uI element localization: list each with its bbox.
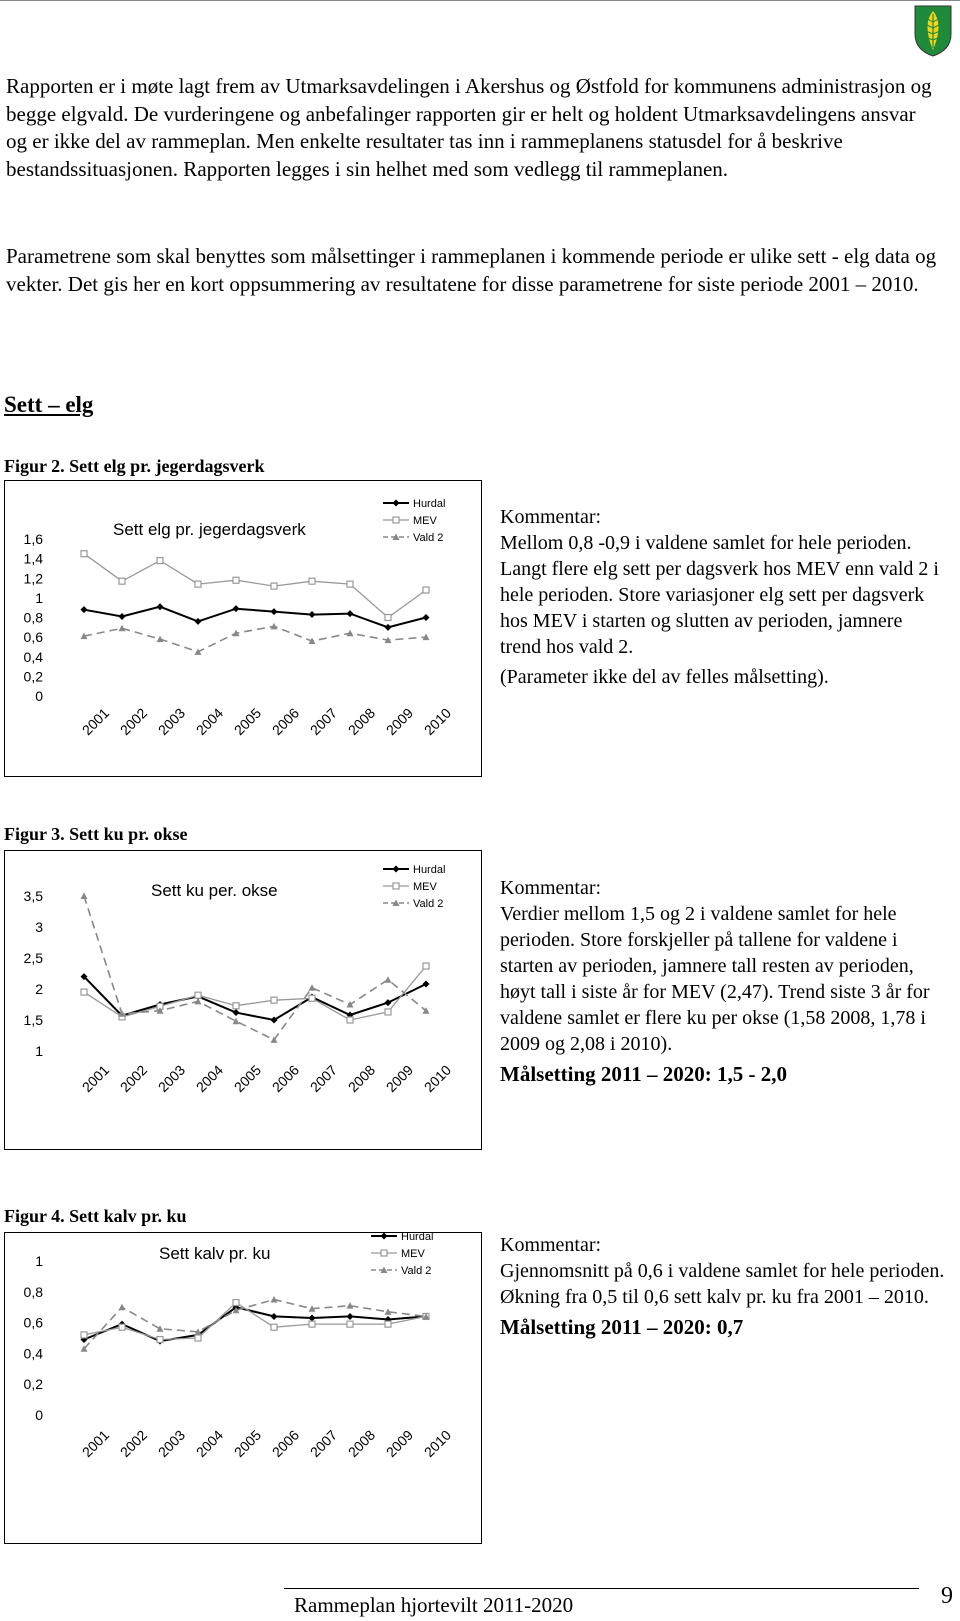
legend-label: Vald 2: [413, 532, 444, 544]
data-point: [347, 1017, 353, 1023]
x-tick-label: 2009: [382, 1426, 417, 1461]
x-tick-label: 2005: [230, 1061, 265, 1096]
data-point: [423, 614, 430, 621]
data-point: [81, 606, 88, 613]
legend-marker: [393, 866, 400, 873]
comment-body: Gjennomsnitt på 0,6 i valdene samlet for hele perioden. Økning fra 0,5 til 0,6 sett kalv pr. ku fra 2001 – 2010.: [500, 1260, 945, 1308]
comment-body: Mellom 0,8 -0,9 i valdene samlet for hele perioden. Langt flere elg sett per dagsverk hos MEV enn vald 2 i hele perioden. Store variasjoner elg sett per dagsverk hos MEV i starten og slutten av perioden, jamnere trend hos vald 2.: [500, 532, 939, 658]
x-tick-label: 2007: [306, 1061, 341, 1096]
y-tick-label: 1,6: [23, 531, 43, 547]
data-point: [271, 608, 278, 615]
chart-panel: [4, 850, 482, 1150]
x-tick-label: 2006: [268, 704, 303, 739]
data-point: [271, 1296, 278, 1303]
chart-title: Sett kalv pr. ku: [159, 1244, 271, 1263]
y-tick-label: 0,2: [23, 668, 43, 685]
legend-label: Hurdal: [401, 1233, 434, 1243]
data-point: [347, 1321, 353, 1327]
goal-statement: Målsetting 2011 – 2020: 0,7: [500, 1315, 744, 1339]
data-point: [385, 1009, 391, 1015]
data-point: [309, 984, 316, 991]
line-chart: [5, 1233, 481, 1543]
y-tick-label: 3,5: [23, 888, 43, 904]
data-point: [347, 610, 354, 617]
y-tick-label: 0,4: [23, 648, 43, 665]
data-point: [309, 1314, 316, 1321]
data-point: [233, 1003, 239, 1009]
legend-marker: [393, 517, 399, 523]
y-tick-label: 1,5: [23, 1012, 43, 1028]
y-tick-label: 0,4: [23, 1345, 43, 1362]
x-tick-label: 2006: [268, 1426, 303, 1461]
series-line-mev: [84, 1303, 426, 1340]
y-tick-label: 0: [35, 1407, 43, 1423]
data-point: [81, 1332, 87, 1338]
y-tick-label: 2,5: [23, 950, 43, 966]
data-point: [385, 999, 392, 1006]
data-point: [233, 1300, 239, 1306]
x-tick-label: 2008: [344, 1061, 379, 1096]
data-point: [233, 605, 240, 612]
figure-label: Figur 3. Sett ku pr. okse: [4, 824, 188, 844]
goal-statement: Målsetting 2011 – 2020: 1,5 - 2,0: [500, 1062, 787, 1086]
y-tick-label: 1,2: [23, 570, 43, 587]
data-point: [423, 587, 429, 593]
comment-title: Kommentar:: [500, 1234, 602, 1256]
x-tick-label: 2002: [116, 1426, 151, 1461]
x-tick-label: 2002: [116, 704, 151, 739]
data-point: [119, 578, 125, 584]
data-point: [271, 1313, 278, 1320]
data-point: [347, 581, 353, 587]
x-tick-label: 2004: [192, 1426, 227, 1461]
legend-marker: [381, 1233, 388, 1240]
data-point: [309, 611, 316, 618]
legend-label: MEV: [413, 515, 437, 527]
comment-extra: (Parameter ikke del av felles målsetting).: [500, 666, 829, 688]
x-tick-label: 2004: [192, 1061, 227, 1096]
data-point: [195, 998, 202, 1005]
municipal-crest-icon: [913, 4, 953, 58]
chart-title: Sett ku per. okse: [151, 881, 278, 900]
y-tick-label: 0,6: [23, 629, 43, 646]
data-point: [309, 995, 315, 1001]
x-tick-label: 2005: [230, 1426, 265, 1461]
data-point: [157, 1337, 163, 1343]
x-tick-label: 2003: [154, 704, 189, 739]
figure-label: Figur 2. Sett elg pr. jegerdagsverk: [4, 456, 265, 476]
legend-label: Hurdal: [413, 864, 446, 876]
data-point: [309, 1321, 315, 1327]
comment-title: Kommentar:: [500, 506, 602, 528]
x-tick-label: 2007: [306, 1426, 341, 1461]
data-point: [81, 989, 87, 995]
data-point: [157, 558, 163, 564]
x-tick-label: 2010: [420, 1426, 455, 1461]
y-tick-label: 3: [35, 919, 43, 935]
legend-label: Vald 2: [401, 1265, 432, 1277]
y-tick-label: 0: [35, 688, 43, 704]
chart-panel: [4, 480, 482, 777]
footer-title: Rammeplan hjortevilt 2011-2020: [294, 1593, 574, 1617]
x-tick-label: 2008: [344, 1426, 379, 1461]
x-tick-label: 2007: [306, 704, 341, 739]
data-point: [271, 1324, 277, 1330]
line-chart: [5, 481, 481, 776]
x-tick-label: 2006: [268, 1061, 303, 1096]
data-point: [81, 551, 87, 557]
data-point: [195, 618, 202, 625]
data-point: [347, 1313, 354, 1320]
y-tick-label: 1: [35, 1253, 43, 1269]
data-point: [271, 997, 277, 1003]
data-point: [309, 578, 315, 584]
y-tick-label: 0,2: [23, 1376, 43, 1393]
data-point: [195, 1335, 201, 1341]
data-point: [157, 636, 164, 643]
data-point: [119, 1304, 126, 1311]
figure-comment: [500, 1232, 945, 1340]
data-point: [119, 625, 126, 632]
x-tick-label: 2009: [382, 1061, 417, 1096]
data-point: [195, 581, 201, 587]
data-point: [119, 1324, 125, 1330]
data-point: [157, 1325, 164, 1332]
y-tick-label: 0,8: [23, 609, 43, 626]
x-tick-label: 2009: [382, 704, 417, 739]
data-point: [423, 963, 429, 969]
legend-label: MEV: [413, 881, 437, 893]
figure-label: Figur 4. Sett kalv pr. ku: [4, 1206, 187, 1226]
data-point: [385, 976, 392, 983]
data-point: [271, 583, 277, 589]
legend-marker: [393, 883, 399, 889]
chart-title: Sett elg pr. jegerdagsverk: [113, 520, 306, 539]
data-point: [233, 577, 239, 583]
legend-marker: [381, 1250, 387, 1256]
x-tick-label: 2005: [230, 704, 265, 739]
data-point: [233, 1018, 240, 1025]
x-tick-label: 2001: [78, 1426, 113, 1461]
x-tick-label: 2001: [78, 1061, 113, 1096]
series-line-vald-2: [84, 896, 426, 1040]
y-tick-label: 0,8: [23, 1283, 43, 1300]
section-heading: Sett – elg: [4, 392, 94, 417]
page-top-border: [0, 0, 960, 1]
y-tick-label: 2: [35, 981, 43, 997]
data-point: [385, 624, 392, 631]
legend-label: Hurdal: [413, 498, 446, 510]
x-tick-label: 2002: [116, 1061, 151, 1096]
y-tick-label: 1: [35, 1043, 43, 1059]
figure-comment: [500, 875, 945, 1087]
x-tick-label: 2010: [420, 704, 455, 739]
intro-paragraph: Rapporten er i møte lagt frem av Utmarksavdelingen i Akershus og Østfold for kommunens administrasjon og begge elgvald. De vurderingene og anbefalinger rapporten gir er helt og holdent Utmarksavdelingens ansvar og er ikke del av rammeplan. Men enkelte resultater tas inn i rammeplanens statusdel for å beskrive bestandssituasjonen. Rapporten legges i sin helhet med som vedlegg til rammeplanen.: [6, 74, 932, 181]
data-point: [233, 1009, 240, 1016]
y-tick-label: 0,6: [23, 1314, 43, 1331]
legend-label: Vald 2: [413, 898, 444, 910]
page-number: 9: [941, 1583, 953, 1609]
x-tick-label: 2001: [78, 704, 113, 739]
x-tick-label: 2008: [344, 704, 379, 739]
legend-marker: [393, 500, 400, 507]
x-tick-label: 2003: [154, 1061, 189, 1096]
series-line-mev: [84, 554, 426, 618]
x-tick-label: 2003: [154, 1426, 189, 1461]
figure-comment: [500, 504, 945, 690]
series-line-hurdal: [84, 607, 426, 628]
data-point: [423, 981, 430, 988]
chart-panel: [4, 1232, 482, 1544]
x-tick-label: 2010: [420, 1061, 455, 1096]
data-point: [385, 615, 391, 621]
legend-label: MEV: [401, 1248, 425, 1260]
y-tick-label: 1,4: [23, 550, 43, 567]
data-point: [81, 893, 88, 900]
footer-divider: [284, 1588, 919, 1589]
x-tick-label: 2004: [192, 704, 227, 739]
data-point: [119, 613, 126, 620]
comment-body: Verdier mellom 1,5 og 2 i valdene samlet for hele perioden. Store forskjeller på tallene for valdene i starten av perioden, jamnere tall resten av perioden, høyt tall i siste år for MEV (2,47). Trend siste 3 år for valdene samlet er flere ku per okse (1,58 2008, 1,78 i 2009 og 2,08 i 2010).: [500, 903, 930, 1055]
data-point: [157, 603, 164, 610]
y-tick-label: 1: [35, 589, 43, 606]
line-chart: [5, 851, 481, 1149]
data-point: [195, 648, 202, 655]
data-point: [195, 992, 201, 998]
series-line-vald-2: [84, 626, 426, 652]
data-point: [385, 1321, 391, 1327]
comment-title: Kommentar:: [500, 877, 602, 899]
parameters-paragraph: Parametrene som skal benyttes som målsettinger i rammeplanen i kommende periode er ulike sett - elg data og vekter. Det gis her en kort oppsummering av resultatene for disse parametrene for siste periode 2001 – 2010.: [6, 244, 937, 296]
